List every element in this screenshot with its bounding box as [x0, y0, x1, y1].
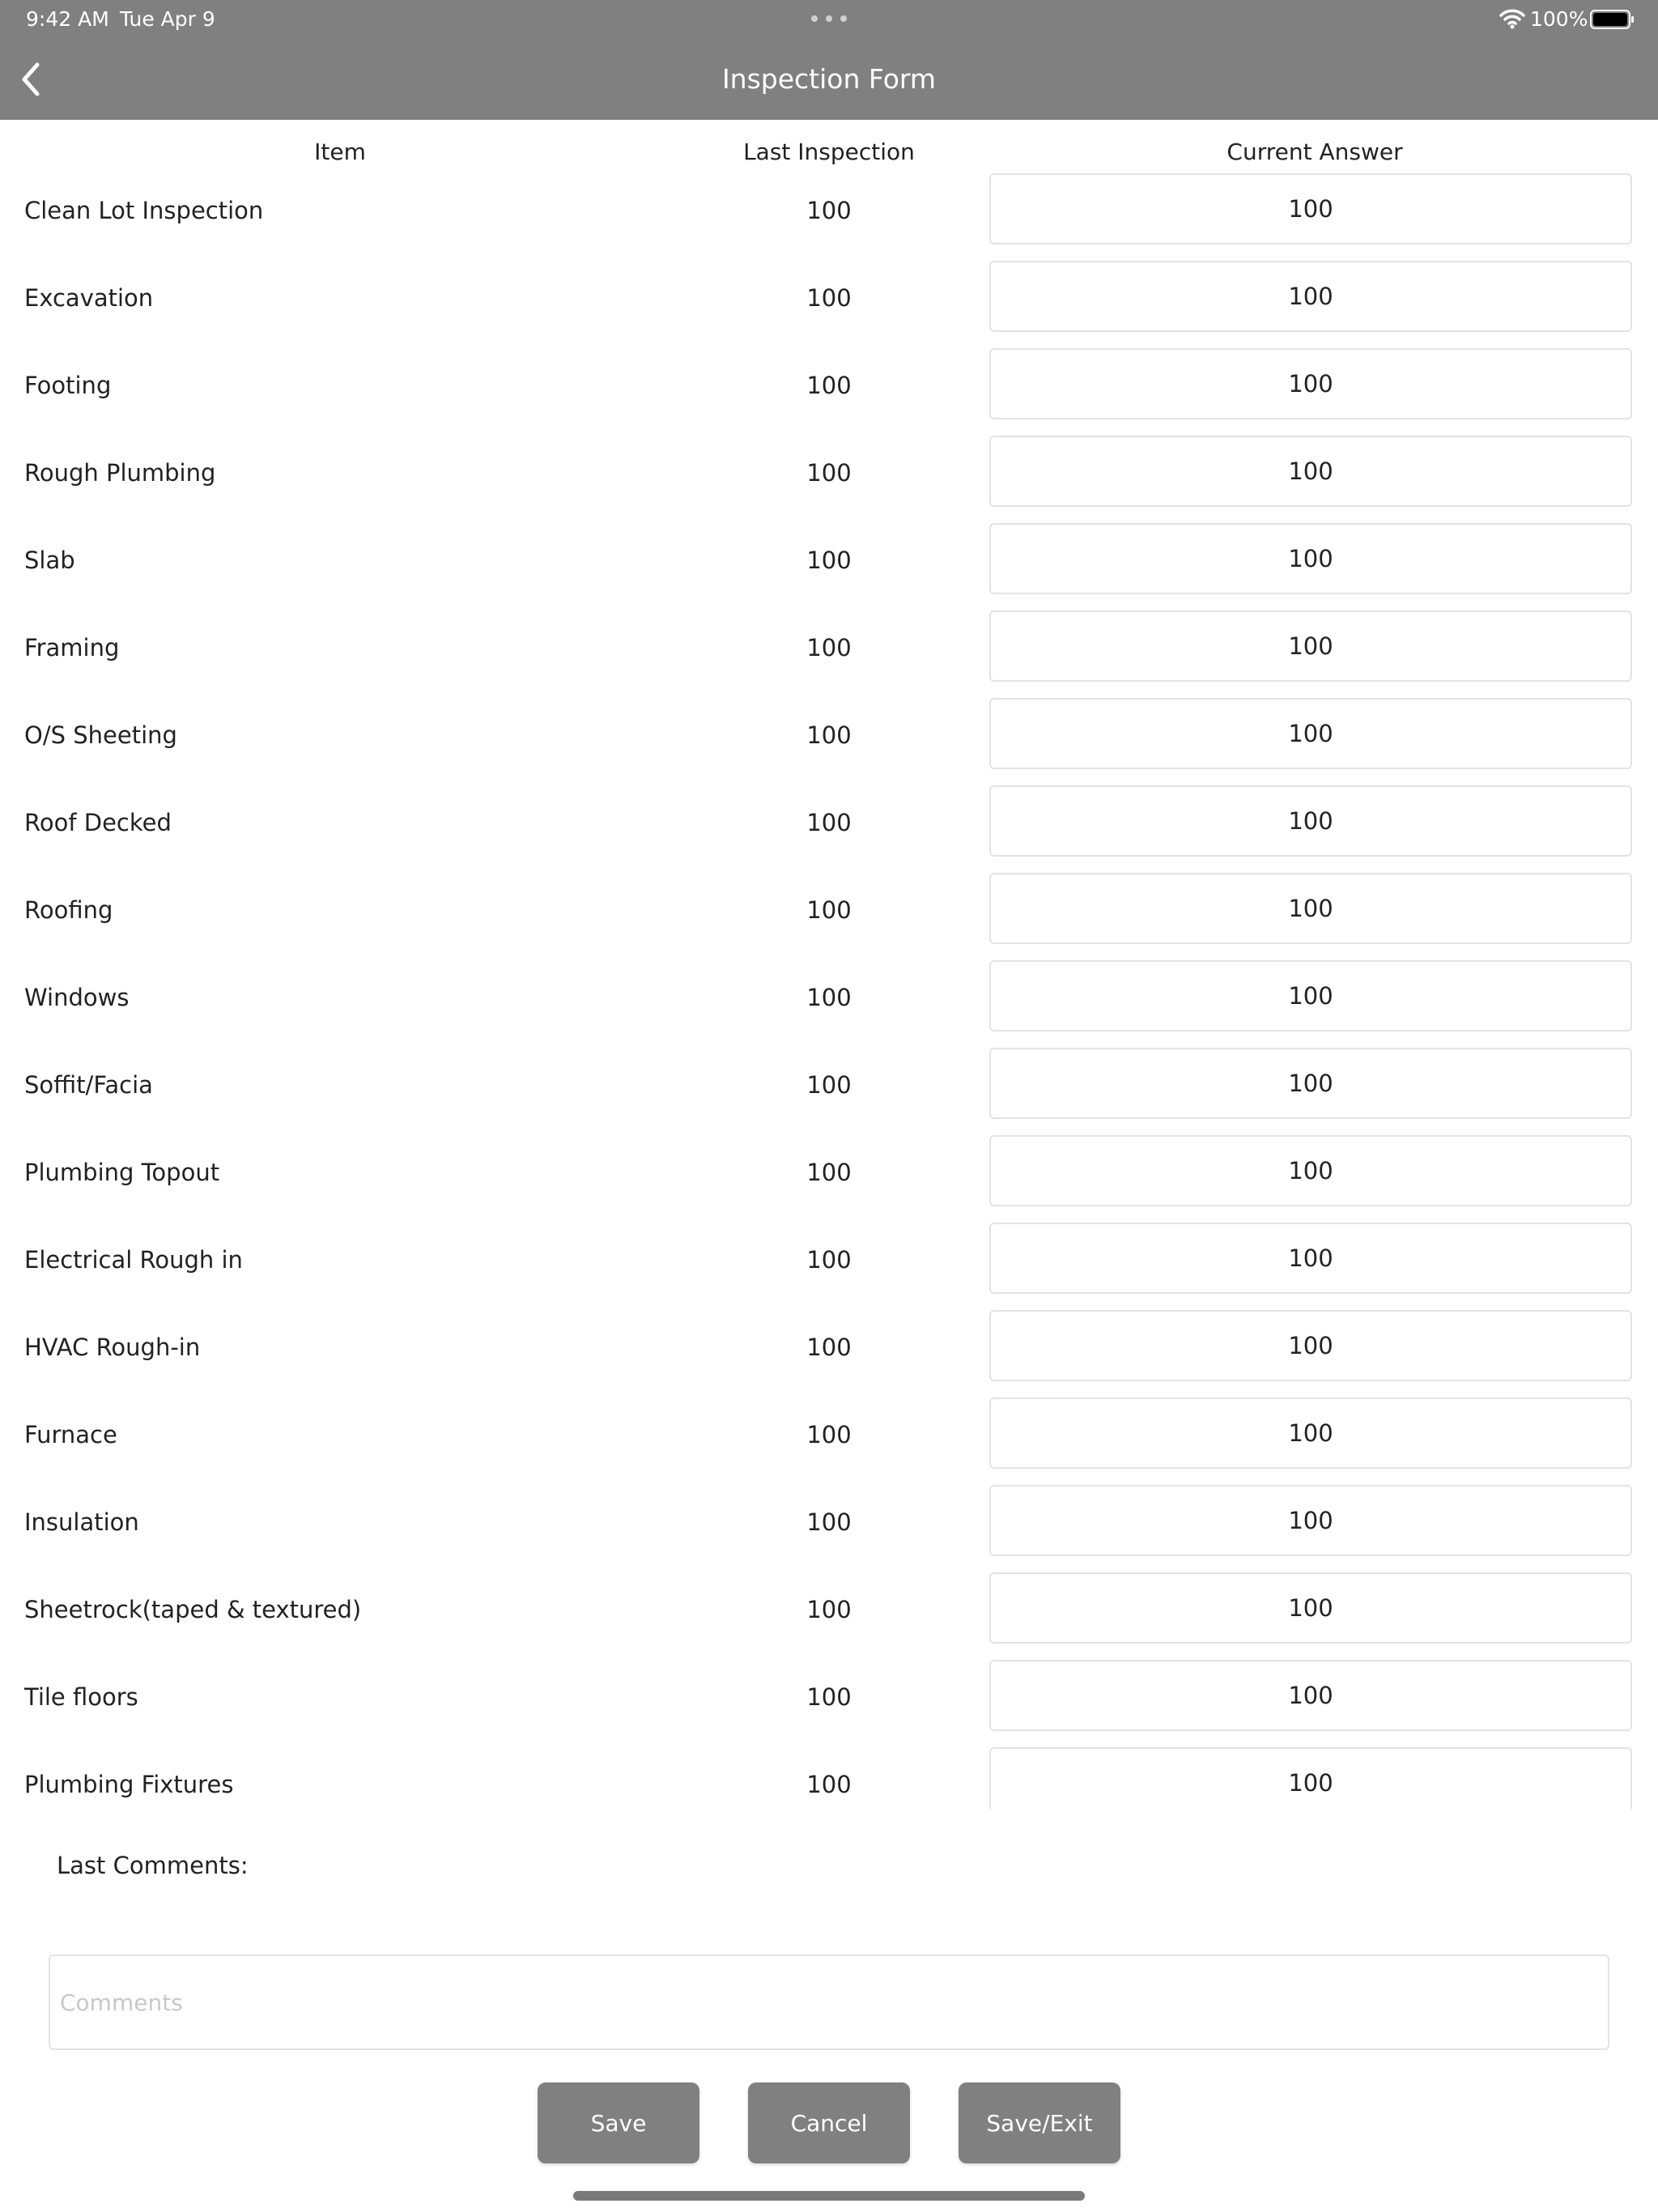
row-last-inspection: 100	[806, 1421, 852, 1448]
current-answer-input[interactable]	[989, 348, 1632, 419]
current-answer-input[interactable]	[989, 1747, 1632, 1809]
row-last-inspection: 100	[806, 1771, 852, 1798]
row-item-label: Electrical Rough in	[24, 1246, 243, 1274]
status-date: Tue Apr 9	[120, 7, 215, 31]
current-answer-input[interactable]	[989, 610, 1632, 682]
current-answer-input[interactable]	[989, 1048, 1632, 1119]
row-item-label: Insulation	[24, 1508, 139, 1536]
row-last-inspection: 100	[806, 372, 852, 399]
row-last-inspection: 100	[806, 197, 852, 224]
row-item-label: Plumbing Fixtures	[24, 1771, 234, 1798]
row-item-label: Slab	[24, 547, 75, 574]
comments-input[interactable]	[49, 1955, 1609, 2050]
row-item-label: Windows	[24, 984, 130, 1011]
table-row	[0, 429, 1658, 517]
current-answer-input[interactable]	[989, 1485, 1632, 1556]
row-last-inspection: 100	[806, 721, 852, 749]
current-answer-input[interactable]	[989, 523, 1632, 594]
table-row	[0, 167, 1658, 254]
home-indicator[interactable]	[573, 2191, 1085, 2201]
battery-percent: 100%	[1530, 7, 1588, 31]
row-item-label: HVAC Rough-in	[24, 1334, 201, 1361]
row-last-inspection: 100	[806, 1246, 852, 1274]
row-last-inspection: 100	[806, 1071, 852, 1099]
table-row	[0, 1216, 1658, 1304]
current-answer-input[interactable]	[989, 698, 1632, 769]
cancel-button[interactable]: Cancel	[748, 2082, 910, 2163]
table-row	[0, 1391, 1658, 1478]
row-item-label: Excavation	[24, 284, 154, 312]
table-row	[0, 779, 1658, 866]
row-last-inspection: 100	[806, 1596, 852, 1623]
current-answer-input[interactable]	[989, 436, 1632, 507]
current-answer-input[interactable]	[989, 873, 1632, 944]
table-row	[0, 1041, 1658, 1129]
current-answer-input[interactable]	[989, 1310, 1632, 1381]
row-item-label: Sheetrock(taped & textured)	[24, 1596, 362, 1623]
page-title: Inspection Form	[721, 63, 937, 95]
current-answer-input[interactable]	[989, 1572, 1632, 1644]
row-item-label: Roof Decked	[24, 809, 172, 836]
table-row	[0, 342, 1658, 429]
row-item-label: Plumbing Topout	[24, 1159, 220, 1186]
row-item-label: Framing	[24, 634, 120, 661]
row-item-label: Furnace	[24, 1421, 117, 1448]
table-row	[0, 691, 1658, 779]
table-row	[0, 254, 1658, 342]
row-last-inspection: 100	[806, 1683, 852, 1711]
last-comments-label: Last Comments:	[57, 1852, 249, 1879]
current-answer-input[interactable]	[989, 1397, 1632, 1469]
current-answer-input[interactable]	[989, 1135, 1632, 1206]
current-answer-input[interactable]	[989, 960, 1632, 1032]
row-item-label: Roofing	[24, 896, 113, 924]
current-answer-input[interactable]	[989, 785, 1632, 857]
table-row	[0, 1129, 1658, 1216]
row-item-label: O/S Sheeting	[24, 721, 177, 749]
row-last-inspection: 100	[806, 284, 852, 312]
column-header-last-inspection: Last Inspection	[743, 138, 915, 165]
row-item-label: Rough Plumbing	[24, 459, 216, 487]
table-row	[0, 1304, 1658, 1391]
table-row	[0, 1478, 1658, 1566]
table-row	[0, 1653, 1658, 1741]
row-last-inspection: 100	[806, 634, 852, 661]
current-answer-input[interactable]	[989, 261, 1632, 332]
table-row	[0, 1741, 1658, 1809]
table-row	[0, 517, 1658, 604]
row-item-label: Soffit/Facia	[24, 1071, 153, 1099]
row-last-inspection: 100	[806, 896, 852, 924]
row-last-inspection: 100	[806, 459, 852, 487]
row-item-label: Clean Lot Inspection	[24, 197, 264, 224]
row-last-inspection: 100	[806, 1334, 852, 1361]
current-answer-input[interactable]	[989, 173, 1632, 245]
row-item-label: Tile floors	[24, 1683, 138, 1711]
table-row	[0, 866, 1658, 954]
row-last-inspection: 100	[806, 984, 852, 1011]
current-answer-input[interactable]	[989, 1660, 1632, 1731]
table-row	[0, 604, 1658, 691]
table-row	[0, 954, 1658, 1041]
status-time: 9:42 AM	[26, 7, 109, 31]
current-answer-input[interactable]	[989, 1223, 1632, 1294]
table-row	[0, 1566, 1658, 1653]
row-last-inspection: 100	[806, 1159, 852, 1186]
column-header-current-answer: Current Answer	[1226, 138, 1403, 165]
row-item-label: Footing	[24, 372, 112, 399]
save-button[interactable]: Save	[538, 2082, 699, 2163]
row-last-inspection: 100	[806, 547, 852, 574]
row-last-inspection: 100	[806, 1508, 852, 1536]
row-last-inspection: 100	[806, 809, 852, 836]
save-exit-button[interactable]: Save/Exit	[959, 2082, 1120, 2163]
column-header-item: Item	[314, 138, 366, 165]
